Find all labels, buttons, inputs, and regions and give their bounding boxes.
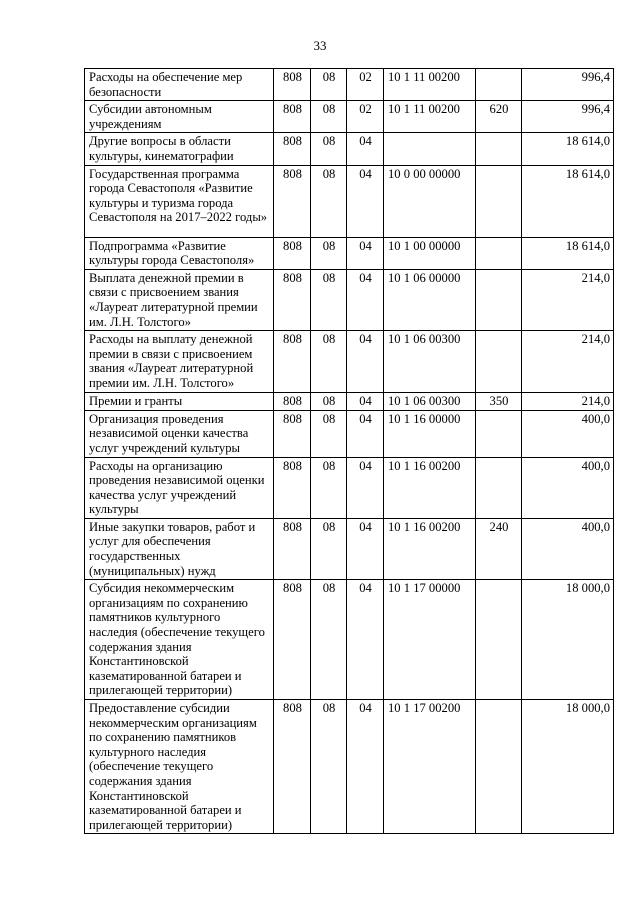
row-csr: 10 1 00 00000 [384, 237, 476, 269]
row-amount: 18 000,0 [522, 580, 614, 700]
row-amount: 214,0 [522, 392, 614, 410]
row-ved: 808 [274, 331, 311, 392]
row-csr: 10 1 11 00200 [384, 69, 476, 101]
table-row [85, 457, 614, 518]
table-row [85, 700, 614, 834]
row-amount: 400,0 [522, 410, 614, 457]
row-amount: 996,4 [522, 69, 614, 101]
row-name: Субсидии автономным учреждениям [85, 101, 274, 133]
table-row [85, 518, 614, 579]
row-name: Иные закупки товаров, работ и услуг для обеспечения государственных (муниципальных) нужд [85, 518, 274, 579]
row-csr [384, 133, 476, 165]
row-rz: 08 [311, 392, 347, 410]
row-rz: 08 [311, 457, 347, 518]
row-rz: 08 [311, 518, 347, 579]
row-ved: 808 [274, 392, 311, 410]
row-vr [476, 269, 522, 330]
row-name: Предоставление субсидии некоммерческим организациям по сохранению памятников культурного наследия (обеспечение текущего содержания здания Константиновской казематированной батареи и прилегающей территории) [85, 700, 274, 834]
row-vr: 620 [476, 101, 522, 133]
table-row [85, 101, 614, 133]
row-rz: 08 [311, 410, 347, 457]
row-vr [476, 700, 522, 834]
table-row [85, 269, 614, 330]
table-row [85, 133, 614, 165]
row-rz: 08 [311, 237, 347, 269]
budget-table [84, 68, 614, 834]
row-rz: 08 [311, 331, 347, 392]
budget-table-body [85, 69, 614, 834]
row-csr: 10 1 06 00000 [384, 269, 476, 330]
row-csr: 10 1 17 00000 [384, 580, 476, 700]
row-name: Организация проведения независимой оценки качества услуг учреждений культуры [85, 410, 274, 457]
row-csr: 10 1 06 00300 [384, 392, 476, 410]
row-ved: 808 [274, 700, 311, 834]
table-row [85, 580, 614, 700]
row-ved: 808 [274, 133, 311, 165]
row-pr: 04 [347, 410, 384, 457]
row-csr: 10 1 16 00200 [384, 457, 476, 518]
row-vr [476, 410, 522, 457]
row-pr: 04 [347, 392, 384, 410]
table-row [85, 165, 614, 237]
row-amount: 18 614,0 [522, 237, 614, 269]
row-amount: 400,0 [522, 518, 614, 579]
row-pr: 04 [347, 457, 384, 518]
row-pr: 04 [347, 269, 384, 330]
row-pr: 04 [347, 331, 384, 392]
row-pr: 04 [347, 237, 384, 269]
row-name: Субсидия некоммерческим организациям по сохранению памятников культурного наследия (обеспечение текущего содержания здания Константиновской казематированной батареи и прилегающей территории) [85, 580, 274, 700]
row-pr: 04 [347, 133, 384, 165]
row-pr: 02 [347, 101, 384, 133]
row-ved: 808 [274, 237, 311, 269]
row-vr: 350 [476, 392, 522, 410]
row-amount: 996,4 [522, 101, 614, 133]
row-ved: 808 [274, 457, 311, 518]
row-name: Расходы на организацию проведения независимой оценки качества услуг учреждений культуры [85, 457, 274, 518]
row-amount: 18 614,0 [522, 133, 614, 165]
row-name: Премии и гранты [85, 392, 274, 410]
row-csr: 10 1 17 00200 [384, 700, 476, 834]
row-vr [476, 237, 522, 269]
row-ved: 808 [274, 518, 311, 579]
row-vr [476, 331, 522, 392]
row-rz: 08 [311, 101, 347, 133]
row-csr: 10 1 06 00300 [384, 331, 476, 392]
row-ved: 808 [274, 165, 311, 237]
row-amount: 18 000,0 [522, 700, 614, 834]
row-name: Расходы на обеспечение мер безопасности [85, 69, 274, 101]
row-amount: 214,0 [522, 269, 614, 330]
row-vr [476, 69, 522, 101]
row-pr: 04 [347, 518, 384, 579]
row-rz: 08 [311, 580, 347, 700]
row-amount: 214,0 [522, 331, 614, 392]
table-row [85, 69, 614, 101]
row-name: Расходы на выплату денежной премии в связи с присвоением звания «Лауреат литературной премии им. Л.Н. Толстого» [85, 331, 274, 392]
row-csr: 10 1 11 00200 [384, 101, 476, 133]
row-amount: 18 614,0 [522, 165, 614, 237]
row-vr [476, 580, 522, 700]
row-ved: 808 [274, 410, 311, 457]
row-pr: 04 [347, 700, 384, 834]
row-vr [476, 133, 522, 165]
row-rz: 08 [311, 700, 347, 834]
page-number: 33 [313, 38, 327, 53]
row-csr: 10 1 16 00200 [384, 518, 476, 579]
row-vr: 240 [476, 518, 522, 579]
row-pr: 04 [347, 580, 384, 700]
row-vr [476, 165, 522, 237]
row-rz: 08 [311, 69, 347, 101]
row-pr: 04 [347, 165, 384, 237]
table-row [85, 392, 614, 410]
row-amount: 400,0 [522, 457, 614, 518]
row-ved: 808 [274, 580, 311, 700]
row-pr: 02 [347, 69, 384, 101]
table-row [85, 331, 614, 392]
row-rz: 08 [311, 269, 347, 330]
table-row [85, 410, 614, 457]
table-row [85, 237, 614, 269]
row-name: Государственная программа города Севастополя «Развитие культуры и туризма города Севастополя на 2017–2022 годы» [85, 165, 274, 237]
row-rz: 08 [311, 165, 347, 237]
row-ved: 808 [274, 69, 311, 101]
row-vr [476, 457, 522, 518]
row-name: Другие вопросы в области культуры, кинематографии [85, 133, 274, 165]
row-csr: 10 0 00 00000 [384, 165, 476, 237]
row-ved: 808 [274, 269, 311, 330]
row-ved: 808 [274, 101, 311, 133]
row-name: Выплата денежной премии в связи с присвоением звания «Лауреат литературной премии им. Л.Н. Толстого» [85, 269, 274, 330]
row-csr: 10 1 16 00000 [384, 410, 476, 457]
row-rz: 08 [311, 133, 347, 165]
row-name: Подпрограмма «Развитие культуры города Севастополя» [85, 237, 274, 269]
